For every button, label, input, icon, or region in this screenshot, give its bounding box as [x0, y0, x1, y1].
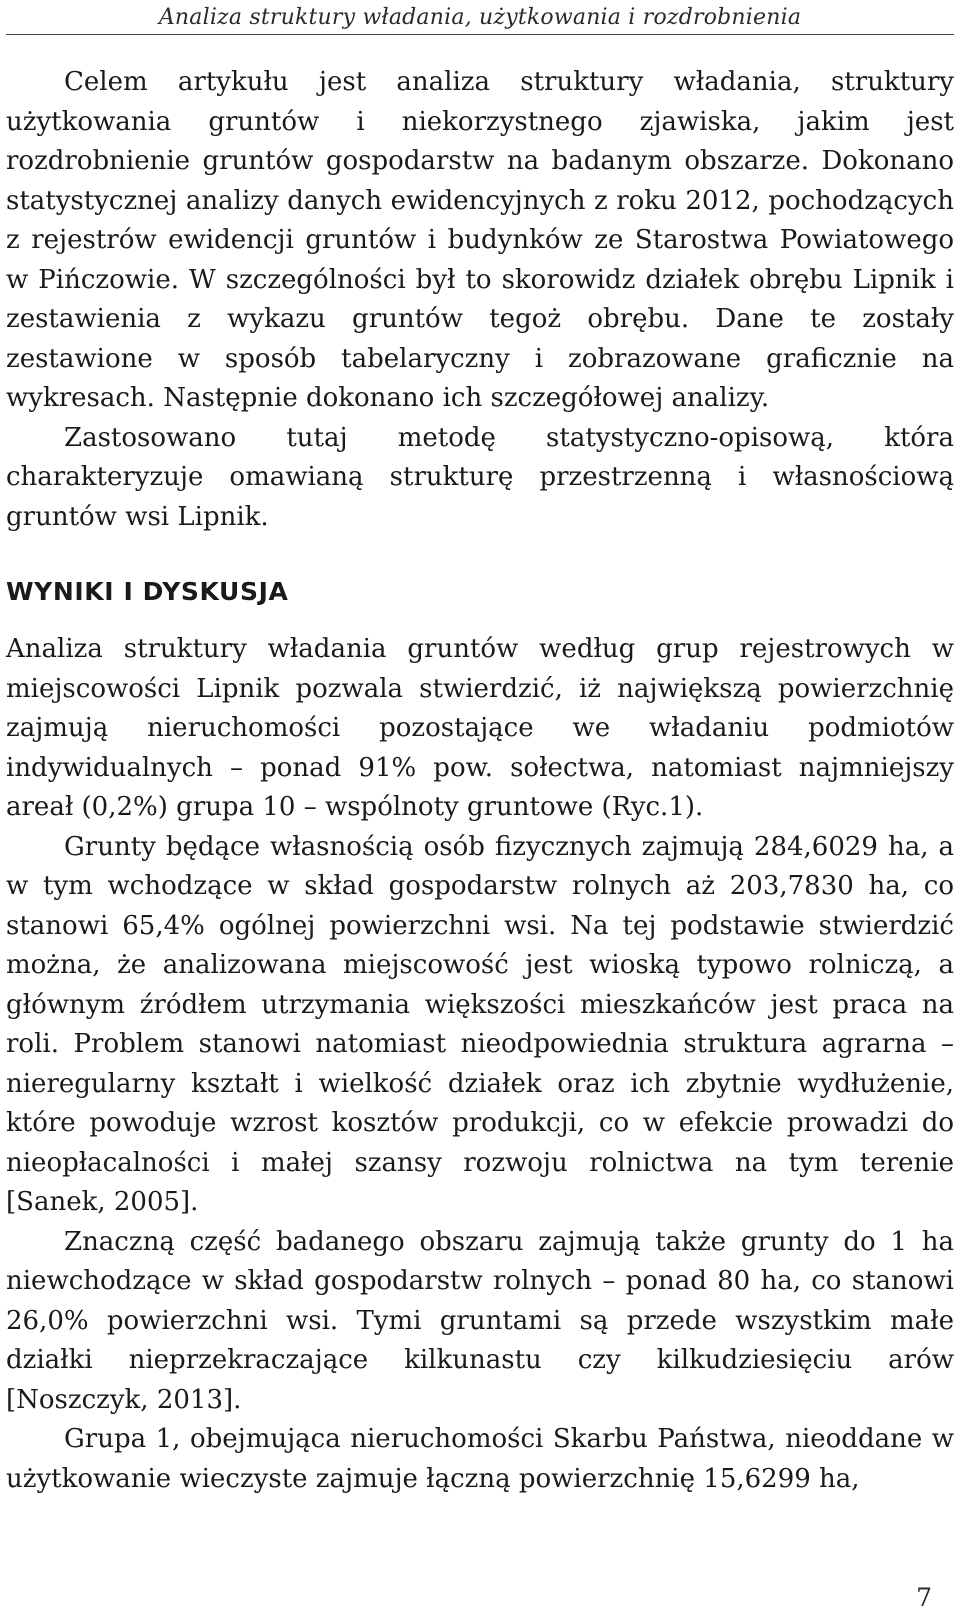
- page-number: 7: [916, 1583, 932, 1612]
- results-paragraph-4: Grupa 1, obejmująca nieruchomości Skarbu Państwa, nieoddane w użytkowanie wieczyste zajmuje łączną powierzchnię 15,6299 ha,: [6, 1424, 954, 1494]
- results-paragraph-3: Znaczną część badanego obszaru zajmują także grunty do 1 ha niewchodzące w skład gospodarstw rolnych – ponad 80 ha, co stanowi 26,0% powierzchni wsi. Tymi gruntami są przede wszystkim małe działki nieprzekraczające kilkunastu czy kilkudziesięciu arów [Noszczyk, 2013].: [6, 1226, 954, 1415]
- results-section: [6, 630, 954, 1499]
- running-header: Analiza struktury władania, użytkowania i rozdrobnienia: [158, 5, 802, 30]
- intro-paragraph-1: Celem artykułu jest analiza struktury władania, struktury użytkowania gruntów i niekorzystnego zjawiska, jakim jest rozdrobnienie gruntów gospodarstw na badanym obszarze. Dokonano statystycznej analizy danych ewidencyjnych z roku 2012, pochodzących z rejestrów ewidencji gruntów i budynków ze Starostwa Powiatowego w Pińczowie. W szczególności był to skorowidz działek obrębu Lipnik i zestawienia z wykazu gruntów tegoż obrębu. Dane te zostały zestawione w sposób tabelaryczny i zobrazowane graficznie na wykresach. Następnie dokonano ich szczegółowej analizy.: [6, 67, 954, 413]
- introduction: [6, 63, 954, 537]
- header-divider: [6, 34, 954, 35]
- intro-paragraph-2: Zastosowano tutaj metodę statystyczno-opisową, która charakteryzuje omawianą strukturę przestrzenną i własnościową gruntów wsi Lipnik.: [6, 422, 954, 532]
- section-heading: WYNIKI I DYSKUSJA: [6, 577, 289, 606]
- results-paragraph-2: Grunty będące własnością osób fizycznych zajmują 284,6029 ha, a w tym wchodzące w skład gospodarstw rolnych aż 203,7830 ha, co stanowi 65,4% ogólnej powierzchni wsi. Na tej podstawie stwierdzić można, że analizowana miejscowość jest wioską typowo rolniczą, a głównym źródłem utrzymania większości mieszkańców jest praca na roli. Problem stanowi natomiast nieodpowiednia struktura agrarna – nieregularny kształt i wielkość działek oraz ich zbytnie wydłużenie, które powoduje wzrost kosztów produkcji, co w efekcie prowadzi do nieopłacalności i małej szansy rozwoju rolnictwa na tym terenie [Sanek, 2005].: [6, 831, 954, 1217]
- results-paragraph-1: Analiza struktury władania gruntów według grup rejestrowych w miejscowości Lipnik pozwala stwierdzić, iż największą powierzchnię zajmują nieruchomości pozostające we władaniu podmiotów indywidualnych – ponad 91% pow. sołectwa, natomiast najmniejszy areał (0,2%) grupa 10 – wspólnoty gruntowe (Ryc.1).: [6, 634, 954, 822]
